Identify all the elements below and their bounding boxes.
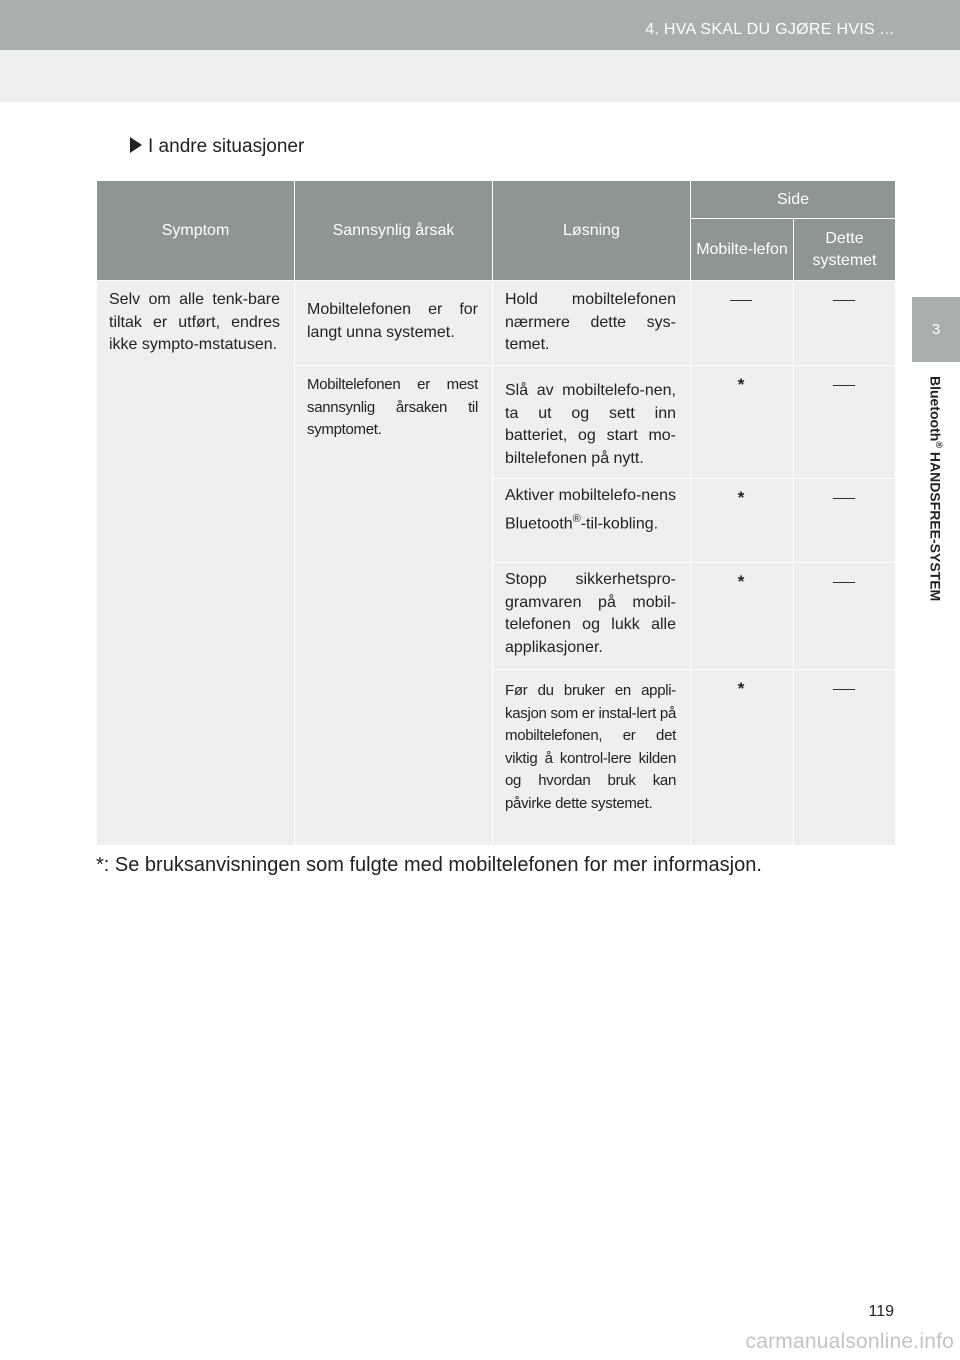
solution-cell: Hold mobiltelefonen nærmere dette sys-temet.	[493, 281, 691, 366]
dash-mark	[730, 300, 752, 301]
cause-cell: Mobiltelefonen er mest sannsynlig årsaken til symptomet.	[295, 366, 493, 846]
header-phone: Mobilte-lefon	[691, 219, 794, 281]
header-sub-band	[0, 50, 960, 102]
phone-ref-cell: *	[691, 479, 794, 563]
solution-cell: Slå av mobiltelefo-nen, ta ut og sett inn batteriet, og start mo-biltelefonen på nytt.	[493, 366, 691, 479]
header-cause: Sannsynlig årsak	[295, 181, 493, 281]
dash-mark	[833, 498, 855, 499]
symptom-cell: Selv om alle tenk-bare tiltak er utført, endres ikke sympto-mstatusen.	[97, 281, 295, 846]
section-title: I andre situasjoner	[130, 136, 304, 158]
dash-mark	[833, 689, 855, 690]
chapter-title: 4. HVA SKAL DU GJØRE HVIS ...	[645, 21, 894, 38]
chapter-tab-number: 3	[912, 297, 960, 362]
solution-cell: Stopp sikkerhetspro-gramvaren på mobil-telefonen og lukk alle applikasjoner.	[493, 563, 691, 670]
page-number: 119	[868, 1303, 894, 1320]
cause-cell: Mobiltelefonen er for langt unna systemet.	[295, 281, 493, 366]
system-ref-cell	[794, 670, 896, 846]
phone-ref-cell: *	[691, 366, 794, 479]
dash-mark	[833, 385, 855, 386]
phone-ref-cell: *	[691, 563, 794, 670]
footnote: *: Se bruksanvisningen som fulgte med mobiltelefonen for mer informasjon.	[96, 854, 762, 876]
system-ref-cell	[794, 479, 896, 563]
solution-cell: Aktiver mobiltelefo-nens Bluetooth®-til-kobling.	[493, 479, 691, 563]
header-symptom: Symptom	[97, 181, 295, 281]
solution-cell: Før du bruker en appli-kasjon som er instal-lert på mobiltelefonen, er det viktig å kontrol-lere kilden og hvordan bruk kan påvirke dette systemet.	[493, 670, 691, 846]
table-row	[97, 281, 896, 366]
troubleshooting-table	[96, 180, 896, 846]
triangle-bullet-icon	[130, 137, 142, 153]
header-solution: Løsning	[493, 181, 691, 281]
phone-ref-cell	[691, 281, 794, 366]
system-ref-cell	[794, 281, 896, 366]
system-ref-cell	[794, 366, 896, 479]
system-ref-cell	[794, 563, 896, 670]
header-page: Side	[691, 181, 896, 219]
dash-mark	[833, 582, 855, 583]
header-system: Dette systemet	[794, 219, 896, 281]
dash-mark	[833, 300, 855, 301]
phone-ref-cell: *	[691, 670, 794, 846]
watermark: carmanualsonline.info	[745, 1330, 954, 1353]
